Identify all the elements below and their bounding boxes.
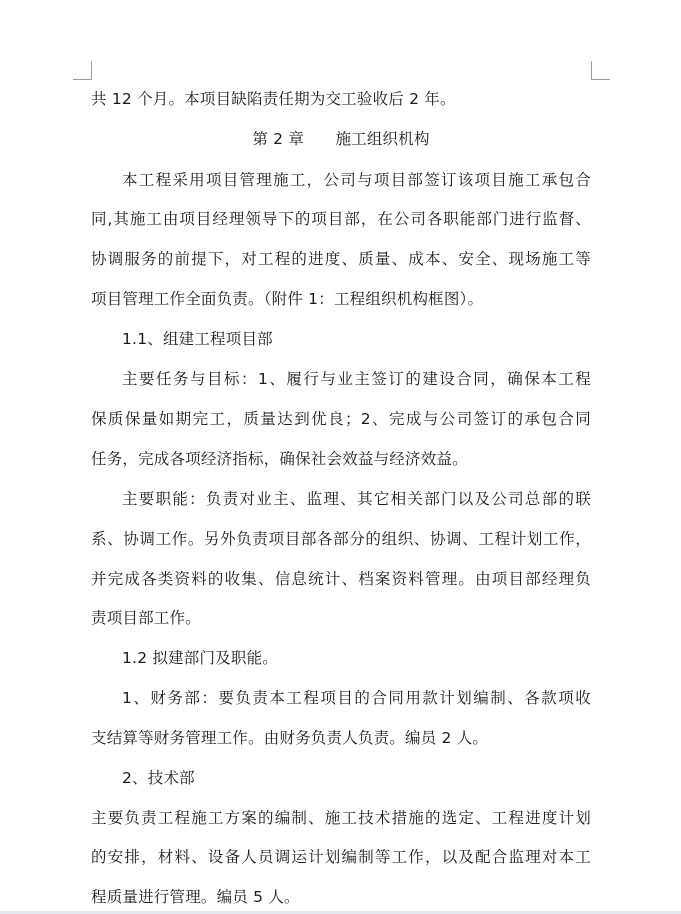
text-line-8: 主要任务与目标：1、履行与业主签订的建设合同，确保本工程 xyxy=(122,370,591,388)
margin-corner-top-right xyxy=(591,61,610,80)
text-line-4: 同,其施工由项目经理领导下的项目部，在公司各职能部门进行监督、 xyxy=(91,210,591,228)
text-line-5: 协调服务的前提下，对工程的进度、质量、成本、安全、现场施工等 xyxy=(91,250,591,268)
text-line-19: 主要负责工程施工方案的编制、施工技术措施的选定、工程进度计划 xyxy=(91,809,591,827)
section-heading-1-2: 1.2 拟建部门及职能。 xyxy=(122,649,278,667)
text-line-6: 项目管理工作全面负责。（附件 1：工程组织机构框图）。 xyxy=(91,290,484,308)
text-line-17: 支结算等财务管理工作。由财务负责人负责。编员 2 人。 xyxy=(91,729,489,747)
text-line-16: 1、财务部：要负责本工程项目的合同用款计划编制、各款项收 xyxy=(122,689,591,707)
text-line-3: 本工程采用项目管理施工，公司与项目部签订该项目施工承包合 xyxy=(122,171,591,189)
margin-corner-top-left xyxy=(73,61,92,80)
text-line-20: 的安排，材料、设备人员调运计划编制等工作，以及配合监理对本工 xyxy=(91,848,591,866)
text-line-9: 保质保量如期完工，质量达到优良；2、完成与公司签订的承包合同 xyxy=(91,410,591,428)
text-line-13: 并完成各类资料的收集、信息统计、档案资料管理。由项目部经理负 xyxy=(91,570,591,588)
section-heading-1-1: 1.1、组建工程项目部 xyxy=(122,330,273,348)
text-line-14: 责项目部工作。 xyxy=(91,609,201,627)
text-line-21: 程质量进行管理。编员 5 人。 xyxy=(91,888,300,906)
sub-heading-technical: 2、技术部 xyxy=(122,769,195,787)
text-line-12: 系、协调工作。另外负责项目部各部分的组织、协调、工程计划工作， xyxy=(91,530,591,548)
chapter-heading: 第 2 章 施工组织机构 xyxy=(252,130,430,148)
text-line-11: 主要职能：负责对业主、监理、其它相关部门以及公司总部的联 xyxy=(122,490,591,508)
text-line-1: 共 12 个月。本项目缺陷责任期为交工验收后 2 年。 xyxy=(91,90,456,108)
text-line-10: 任务，完成各项经济指标，确保社会效益与经济效益。 xyxy=(91,450,468,468)
